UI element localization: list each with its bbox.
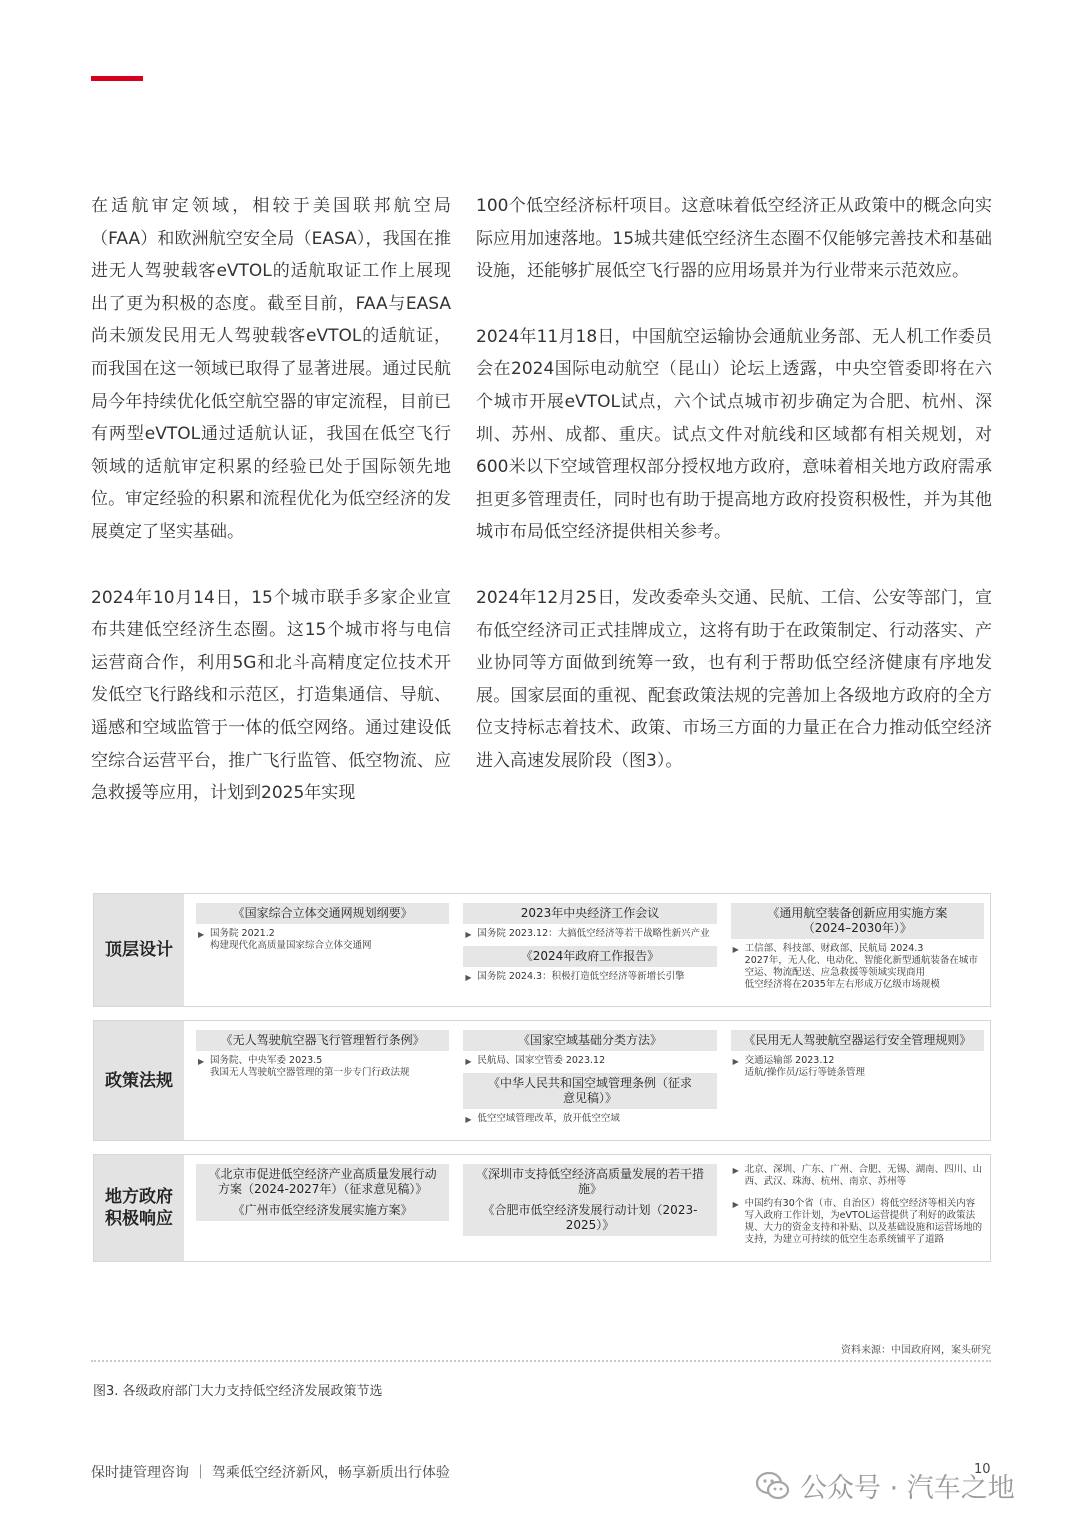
policy-note (731, 1198, 984, 1246)
triangle-bullet-icon: ▶ (465, 1057, 472, 1066)
policy-title: 《中华人民共和国空域管理条例（征求 意见稿）》 (463, 1073, 716, 1109)
body-paragraph: 2024年10月14日，15个城市联手多家企业宣布共建低空经济生态圈。这15个城市将与电信运营商合作，利用5G和北斗高精度定位技术开发低空飞行路线和示范区，打造集通信、导航、遥感和空域监管于一体的低空网络。通过建设低空综合运营平台，推广飞行监管、低空物流、应急救援等应用，计划到2025年实现 (91, 587, 451, 804)
policy-title: 2023年中央经济工作会议 (463, 903, 716, 924)
figure-row (93, 1154, 991, 1262)
policy-note-text: 国务院 2023.12：大搞低空经济等若干战略性新兴产业 (477, 928, 710, 939)
body-paragraph: 2024年11月18日，中国航空运输协会通航业务部、无人机工作委员会在2024国际电动航空（昆山）论坛上透露，中央空管委即将在六个城市开展eVTOL试点，六个试点城市初步确定为合肥、杭州、深圳、苏州、成都、重庆。试点文件对航线和区域都有相关规划，对600米以下空域管理权部分授权地方政府，意味着相关地方政府需承担更多管理责任，同时也有助于提高地方政府投资积极性，并为其他城市布局低空经济提供相关参考。 (476, 326, 992, 543)
policy-column (463, 903, 716, 997)
policy-column (463, 1164, 716, 1252)
policy-title: 《国家综合立体交通网规划纲要》 (196, 903, 449, 924)
triangle-bullet-icon: ▶ (732, 1166, 739, 1175)
triangle-bullet-icon: ▶ (732, 945, 739, 954)
policy-note-text: 北京、深圳、广东、广州、合肥、无锡、湖南、四川、山西、武汉、珠海、杭州、南京、苏州等 (744, 1164, 983, 1187)
policy-column (196, 903, 449, 997)
policy-note (731, 1164, 984, 1188)
triangle-bullet-icon: ▶ (198, 1057, 205, 1066)
watermark (756, 1466, 1015, 1505)
policy-column (196, 1164, 449, 1252)
right-column (476, 190, 992, 811)
triangle-bullet-icon: ▶ (465, 930, 472, 939)
row-label: 政策法规 (94, 1021, 184, 1140)
triangle-bullet-icon: ▶ (198, 930, 205, 939)
policy-column (463, 1030, 716, 1131)
policy-note (463, 971, 716, 983)
source-note: 资料来源：中国政府网，案头研究 (841, 1345, 991, 1356)
triangle-bullet-icon: ▶ (465, 973, 472, 982)
policy-note (196, 928, 449, 952)
body-paragraph: 100个低空经济标杆项目。这意味着低空经济正从政策中的概念向实际应用加速落地。15城共建低空经济生态圈不仅能够完善技术和基础设施，还能够扩展低空飞行器的应用场景并为行业带来示范效应。 (476, 196, 992, 282)
policy-note-text: 民航局、国家空管委 2023.12 (477, 1055, 606, 1066)
policy-note-text: 中国约有30个省（市、自治区）将低空经济等相关内容写入政府工作计划，为eVTOL运营提供了利好的政策法规、大力的资金支持和补贴、以及基础设施和运营场地的支持，为建立可持续的低空生态系统铺平了道路 (744, 1198, 983, 1245)
page-number: 10 (974, 1462, 991, 1477)
figure-row (93, 1020, 991, 1141)
body-paragraph: 2024年12月25日，发改委牵头交通、民航、工信、公安等部门，宣布低空经济司正式挂牌成立，这将有助于在政策制定、行动落实、产业协同等方面做到统筹一致，也有利于帮助低空经济健康有序地发展。国家层面的重视、配套政策法规的完善加上各级地方政府的全方位支持标志着技术、政策、市场三方面的力量正在合力推动低空经济进入高速发展阶段（图3）。 (476, 587, 992, 771)
policy-column (196, 1030, 449, 1131)
policy-column (731, 903, 984, 997)
left-column (91, 190, 451, 843)
policy-note-text: 国务院 2021.2 构建现代化高质量国家综合立体交通网 (210, 928, 372, 951)
triangle-bullet-icon: ▶ (465, 1115, 472, 1124)
figure-row (93, 893, 991, 1007)
triangle-bullet-icon: ▶ (732, 1200, 739, 1209)
policy-title: 《民用无人驾驶航空器运行安全管理规则》 (731, 1030, 984, 1051)
policy-title: 《广州市低空经济发展实施方案》 (196, 1200, 449, 1221)
figure-caption: 图3. 各级政府部门大力支持低空经济发展政策节选 (93, 1384, 383, 1399)
policy-title: 《合肥市低空经济发展行动计划（2023-2025）》 (463, 1200, 716, 1236)
row-label: 地方政府 积极响应 (94, 1155, 184, 1261)
row-label: 顶层设计 (94, 894, 184, 1006)
policy-title: 《深圳市支持低空经济高质量发展的若干措施》 (463, 1164, 716, 1200)
policy-figure (93, 893, 991, 1275)
policy-title: 《无人驾驶航空器飞行管理暂行条例》 (196, 1030, 449, 1051)
accent-bar (91, 76, 143, 81)
footer-text: 保时捷管理咨询 ｜ 驾乘低空经济新风，畅享新质出行体验 (91, 1465, 450, 1481)
policy-note-text: 工信部、科技部、财政部、民航局 2024.3 2027年，无人化、电动化、智能化新型通航装备在城市空运、物流配送、应急救援等领域实现商用 低空经济将在2035年左右形成万亿级市场规模 (744, 943, 978, 990)
policy-note-text: 国务院、中央军委 2023.5 我国无人驾驶航空器管理的第一步专门行政法规 (210, 1055, 410, 1078)
dotted-divider (91, 1360, 991, 1362)
policy-title: 《北京市促进低空经济产业高质量发展行动方案（2024-2027年）（征求意见稿）》 (196, 1164, 449, 1200)
policy-title: 《2024年政府工作报告》 (463, 946, 716, 967)
policy-note (196, 1055, 449, 1079)
policy-note-text: 低空空域管理改革，放开低空空域 (477, 1113, 620, 1124)
policy-title: 《通用航空装备创新应用实施方案 （2024–2030年）》 (731, 903, 984, 939)
triangle-bullet-icon: ▶ (732, 1057, 739, 1066)
policy-title: 《国家空域基础分类方法》 (463, 1030, 716, 1051)
watermark-text: 公众号 · 汽车之地 (800, 1473, 1015, 1504)
policy-column (731, 1164, 984, 1252)
policy-note (731, 1055, 984, 1079)
policy-note (731, 943, 984, 991)
body-paragraph: 在适航审定领域，相较于美国联邦航空局（FAA）和欧洲航空安全局（EASA），我国在推进无人驾驶载客eVTOL的适航取证工作上展现出了更为积极的态度。截至目前，FAA与EASA尚未颁发民用无人驾驶载客eVTOL的适航证，而我国在这一领域已取得了显著进展。通过民航局今年持续优化低空航空器的审定流程，目前已有两型eVTOL通过适航认证，我国在低空飞行领域的适航审定积累的经验已处于国际领先地位。审定经验的积累和流程优化为低空经济的发展奠定了坚实基础。 (91, 196, 451, 542)
policy-note-text: 交通运输部 2023.12 适航/操作员/运行等链条管理 (744, 1055, 866, 1078)
policy-note (463, 928, 716, 940)
policy-note (463, 1055, 716, 1067)
wechat-icon (756, 1471, 790, 1501)
policy-note-text: 国务院 2024.3：积极打造低空经济等新增长引擎 (477, 971, 685, 982)
policy-column (731, 1030, 984, 1131)
policy-note (463, 1113, 716, 1125)
